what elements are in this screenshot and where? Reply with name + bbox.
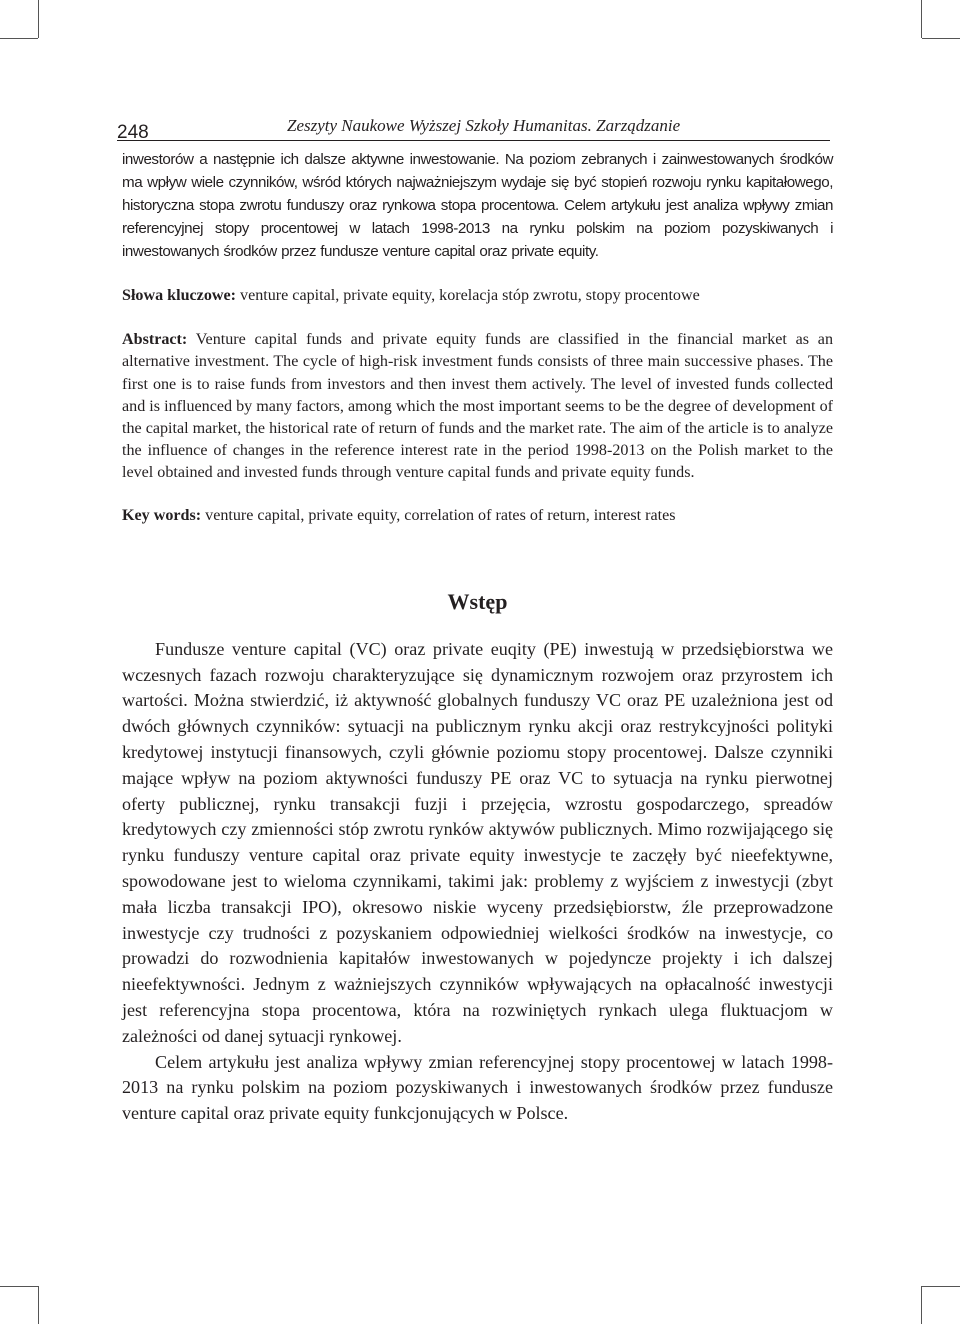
crop-mark	[38, 1286, 39, 1324]
crop-mark	[921, 0, 922, 38]
crop-mark	[38, 0, 39, 38]
section-title: Wstęp	[447, 588, 508, 614]
keywords-polish	[122, 285, 833, 307]
abstract-english-text: Venture capital funds and private equity funds are classified in the financial market as an alternative investment. The cycle of high-risk investment funds consists of three main successive phases. The first one is to raise funds from investors and then invest them actively. The level of invested funds collected and is influenced by many factors, among which the most important seems to be the degree of development of the capital market, the historical rate of return of funds and the market rate. The aim of the article is to analyze the influence of changes in the reference interest rate in the period 1998-2013 on the Polish market to the level obtained and invested funds through venture capital funds and private equity funds.	[122, 331, 833, 482]
abstract-polish: inwestorów a następnie ich dalsze aktywne inwestowanie. Na poziom zebranych i zainwestowanych środków ma wpływ wiele czynników, wśród których najważniejszym wydaje się być stopień rozwoju rynku kapitałowego, historyczna stopa zwrotu funduszy oraz rynkowa stopa procentowa. Celem artykułu jest analiza wpływy zmian referencyjnej stopy procentowej w latach 1998-2013 na rynku polskim na poziom pozyskiwanych i inwestowanych środków przez fundusze venture capital oraz private equity.	[122, 151, 833, 260]
abstract-english-label: Abstract:	[122, 331, 188, 349]
page-content	[122, 148, 833, 1127]
keywords-english	[122, 505, 833, 527]
running-header	[117, 110, 830, 141]
page-number: 248	[117, 122, 149, 143]
journal-title: Zeszyty Naukowe Wyższej Szkoły Humanitas. Zarządzanie	[287, 116, 681, 135]
crop-mark	[0, 1286, 38, 1287]
body-paragraph: Celem artykułu jest analiza wpływy zmian referencyjnej stopy procentowej w latach 1998-2013 na rynku polskim na poziom pozyskiwanych i inwestowanych środków przez fundusze venture capital oraz private equity funkcjonujących w Polsce.	[122, 1051, 833, 1124]
abstract-english	[122, 329, 833, 484]
crop-mark	[922, 1286, 960, 1287]
body-paragraph: Fundusze venture capital (VC) oraz private euqity (PE) inwestują w przedsiębiorstwa we wczesnych fazach rozwoju charakteryzujące się dynamicznym rozwojem oraz przyrostem ich wartości. Można stwierdzić, iż aktywność globalnych funduszy VC oraz PE uzależniona jest od dwóch głównych czynników: sytuacji na publicznym rynku akcji oraz restrykcyjności polityki kredytowej instytucji finansowych, czyli głównie poziomu stopy procentowej. Dalsze czynniki mające wpływ na poziom aktywności funduszy PE oraz VC to sytuacja na rynku pierwotnej oferty publicznej, rynku transakcji fuzji i przejęcia, wzrostu gospodarczego, spreadów kredytowych czy zmienności stóp zwrotu rynków aktywów publicznych. Mimo rozwijającego się rynku funduszy venture capital oraz private equity inwestycje te zaczęły być nieefektywne, spowodowane jest to wieloma czynnikami, takimi jak: problemy z wyjściem z inwestycji (zbyt mała liczba transakcji IPO), okresowo niskie wyceny przedsiębiorstw, źle przeprowadzone inwestycje czy trudności z pozyskaniem odpowiedniej wielkości środków na inwestycje, co prowadzi do rozwodnienia kapitałów inwestowanych w pojedyncze projekty i ich dalszej nieefektywności. Jednym z ważniejszych czynników wpływających na opłacalność inwestycji jest referencyjna stopa procentowa, która na rozwiniętych rynkach ulega fluktuacjom w zależności od danej sytuacji rynkowej.	[122, 638, 833, 1046]
keywords-english-label: Key words:	[122, 506, 202, 524]
keywords-polish-text: venture capital, private equity, korelacja stóp zwrotu, stopy procentowe	[236, 287, 700, 304]
crop-mark	[0, 38, 38, 39]
keywords-english-text: venture capital, private equity, correlation of rates of return, interest rates	[201, 506, 676, 524]
keywords-polish-label: Słowa kluczowe:	[122, 287, 236, 304]
crop-mark	[922, 38, 960, 39]
crop-mark	[921, 1286, 922, 1324]
